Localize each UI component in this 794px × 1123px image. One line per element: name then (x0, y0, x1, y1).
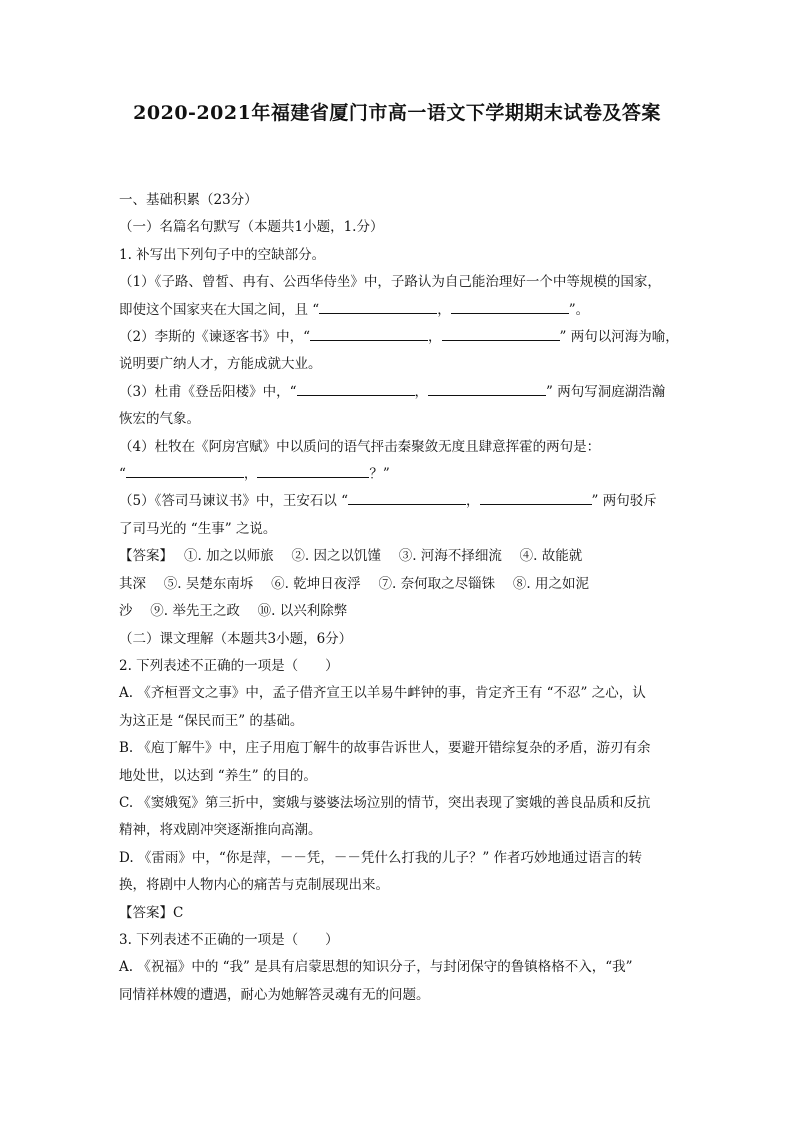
text-fragment: （5）《答司马谏议书》中，王安石以 “ (119, 493, 349, 510)
question-text (119, 324, 679, 351)
option-text: 换，将剧中人物内心的痛苦与克制展现出来。 (119, 877, 389, 894)
answer-blank[interactable] (126, 461, 244, 478)
option-text: 同情祥林嫂的遭遇，耐心为她解答灵魂有无的问题。 (119, 986, 430, 1003)
text-fragment: （2）李斯的《谏逐客书》中，“ (119, 329, 310, 346)
question-text (119, 488, 679, 515)
text-fragment: ” 两句驳斥 (591, 493, 657, 510)
option-text: 地处世，以达到 “养生” 的目的。 (119, 767, 317, 784)
text-fragment: “ (119, 466, 126, 483)
answer-text: 沙 ⑨. 举先王之政 ⑩. 以兴利除弊 (119, 603, 348, 620)
text-fragment: 即使这个国家夹在大国之间，且 “ (119, 301, 320, 318)
text-fragment: ， (414, 383, 428, 400)
question-stem: 1. 补写出下列句子中的空缺部分。 (119, 246, 326, 263)
answer-text: 【答案】 ①. 加之以师旅 ②. 因之以饥馑 ③. 河海不择细流 ④. 故能就 (119, 548, 583, 565)
question-text (119, 297, 679, 324)
answer-blank[interactable] (428, 379, 546, 396)
option-text: 为这正是 “保民而王” 的基础。 (119, 712, 304, 729)
answer-blank[interactable] (348, 488, 466, 505)
question-text: （4）杜牧在《阿房宫赋》中以质问的语气抨击秦聚敛无度且肆意挥霍的两句是： (119, 438, 601, 455)
question-stem: 2. 下列表述不正确的一项是（ ） (119, 657, 339, 674)
text-fragment: ， (466, 493, 480, 510)
question-text: （1）《子路、曾皙、冉有、公西华侍坐》中，子路认为自己能治理好一个中等规模的国家， (119, 274, 661, 291)
text-fragment: ”。 (568, 301, 590, 318)
page-title: 2020-2021年福建省厦门市高一语文下学期期末试卷及答案 (133, 102, 661, 124)
answer-text: 【答案】C (119, 904, 184, 921)
answer-blank[interactable] (442, 324, 560, 341)
answer-blank[interactable] (257, 461, 369, 478)
answer-blank[interactable] (451, 297, 569, 314)
text-fragment: ？” (369, 466, 390, 483)
text-fragment: ， (428, 329, 442, 346)
option-text: D. 《雷雨》中，“你是萍，－－凭，－－凭什么打我的儿子？” 作者巧妙地通过语言的转 (119, 849, 643, 866)
question-text: 恢宏的气象。 (119, 411, 200, 428)
section-heading: 一、基础积累（23分） (119, 192, 258, 208)
option-text: A. 《齐桓晋文之事》中，孟子借齐宣王以羊易牛衅钟的事，肯定齐王有 “不忍” 之心，认 (119, 685, 646, 702)
option-text: 精神，将戏剧冲突逐渐推向高潮。 (119, 822, 322, 839)
question-stem: 3. 下列表述不正确的一项是（ ） (119, 931, 339, 948)
text-fragment: ” 两句以河海为喻， (559, 329, 679, 346)
question-text: 了司马光的 “生事” 之说。 (119, 520, 277, 537)
subsection-heading: （一）名篇名句默写（本题共1小题，1.分） (119, 219, 384, 236)
answer-blank[interactable] (480, 488, 592, 505)
answer-blank[interactable] (310, 324, 428, 341)
text-fragment: ” 两句写洞庭湖浩瀚 (546, 383, 666, 400)
text-fragment: （3）杜甫《登岳阳楼》中，“ (119, 383, 297, 400)
option-text: A. 《祝福》中的 “我” 是具有启蒙思想的知识分子，与封闭保守的鲁镇格格不入，“我” (119, 959, 633, 976)
question-text (119, 379, 679, 406)
question-text: 说明要广纳人才，方能成就大业。 (119, 356, 322, 373)
answer-blank[interactable] (319, 297, 437, 314)
answer-text: 其深 ⑤. 吴楚东南坼 ⑥. 乾坤日夜浮 ⑦. 奈何取之尽锱铢 ⑧. 用之如泥 (119, 575, 589, 592)
document-body (119, 187, 679, 1009)
option-text: B. 《庖丁解牛》中，庄子用庖丁解牛的故事告诉世人，要避开错综复杂的矛盾，游刃有余 (119, 740, 651, 757)
answer-blank[interactable] (297, 379, 415, 396)
text-fragment: ， (437, 301, 451, 318)
question-text (119, 461, 679, 488)
option-text: C. 《窦娥冤》第三折中，窦娥与婆婆法场泣别的情节，突出表现了窦娥的善良品质和反抗 (119, 794, 651, 811)
subsection-heading: （二）课文理解（本题共3小题，6分） (119, 630, 353, 647)
text-fragment: ， (243, 466, 258, 483)
